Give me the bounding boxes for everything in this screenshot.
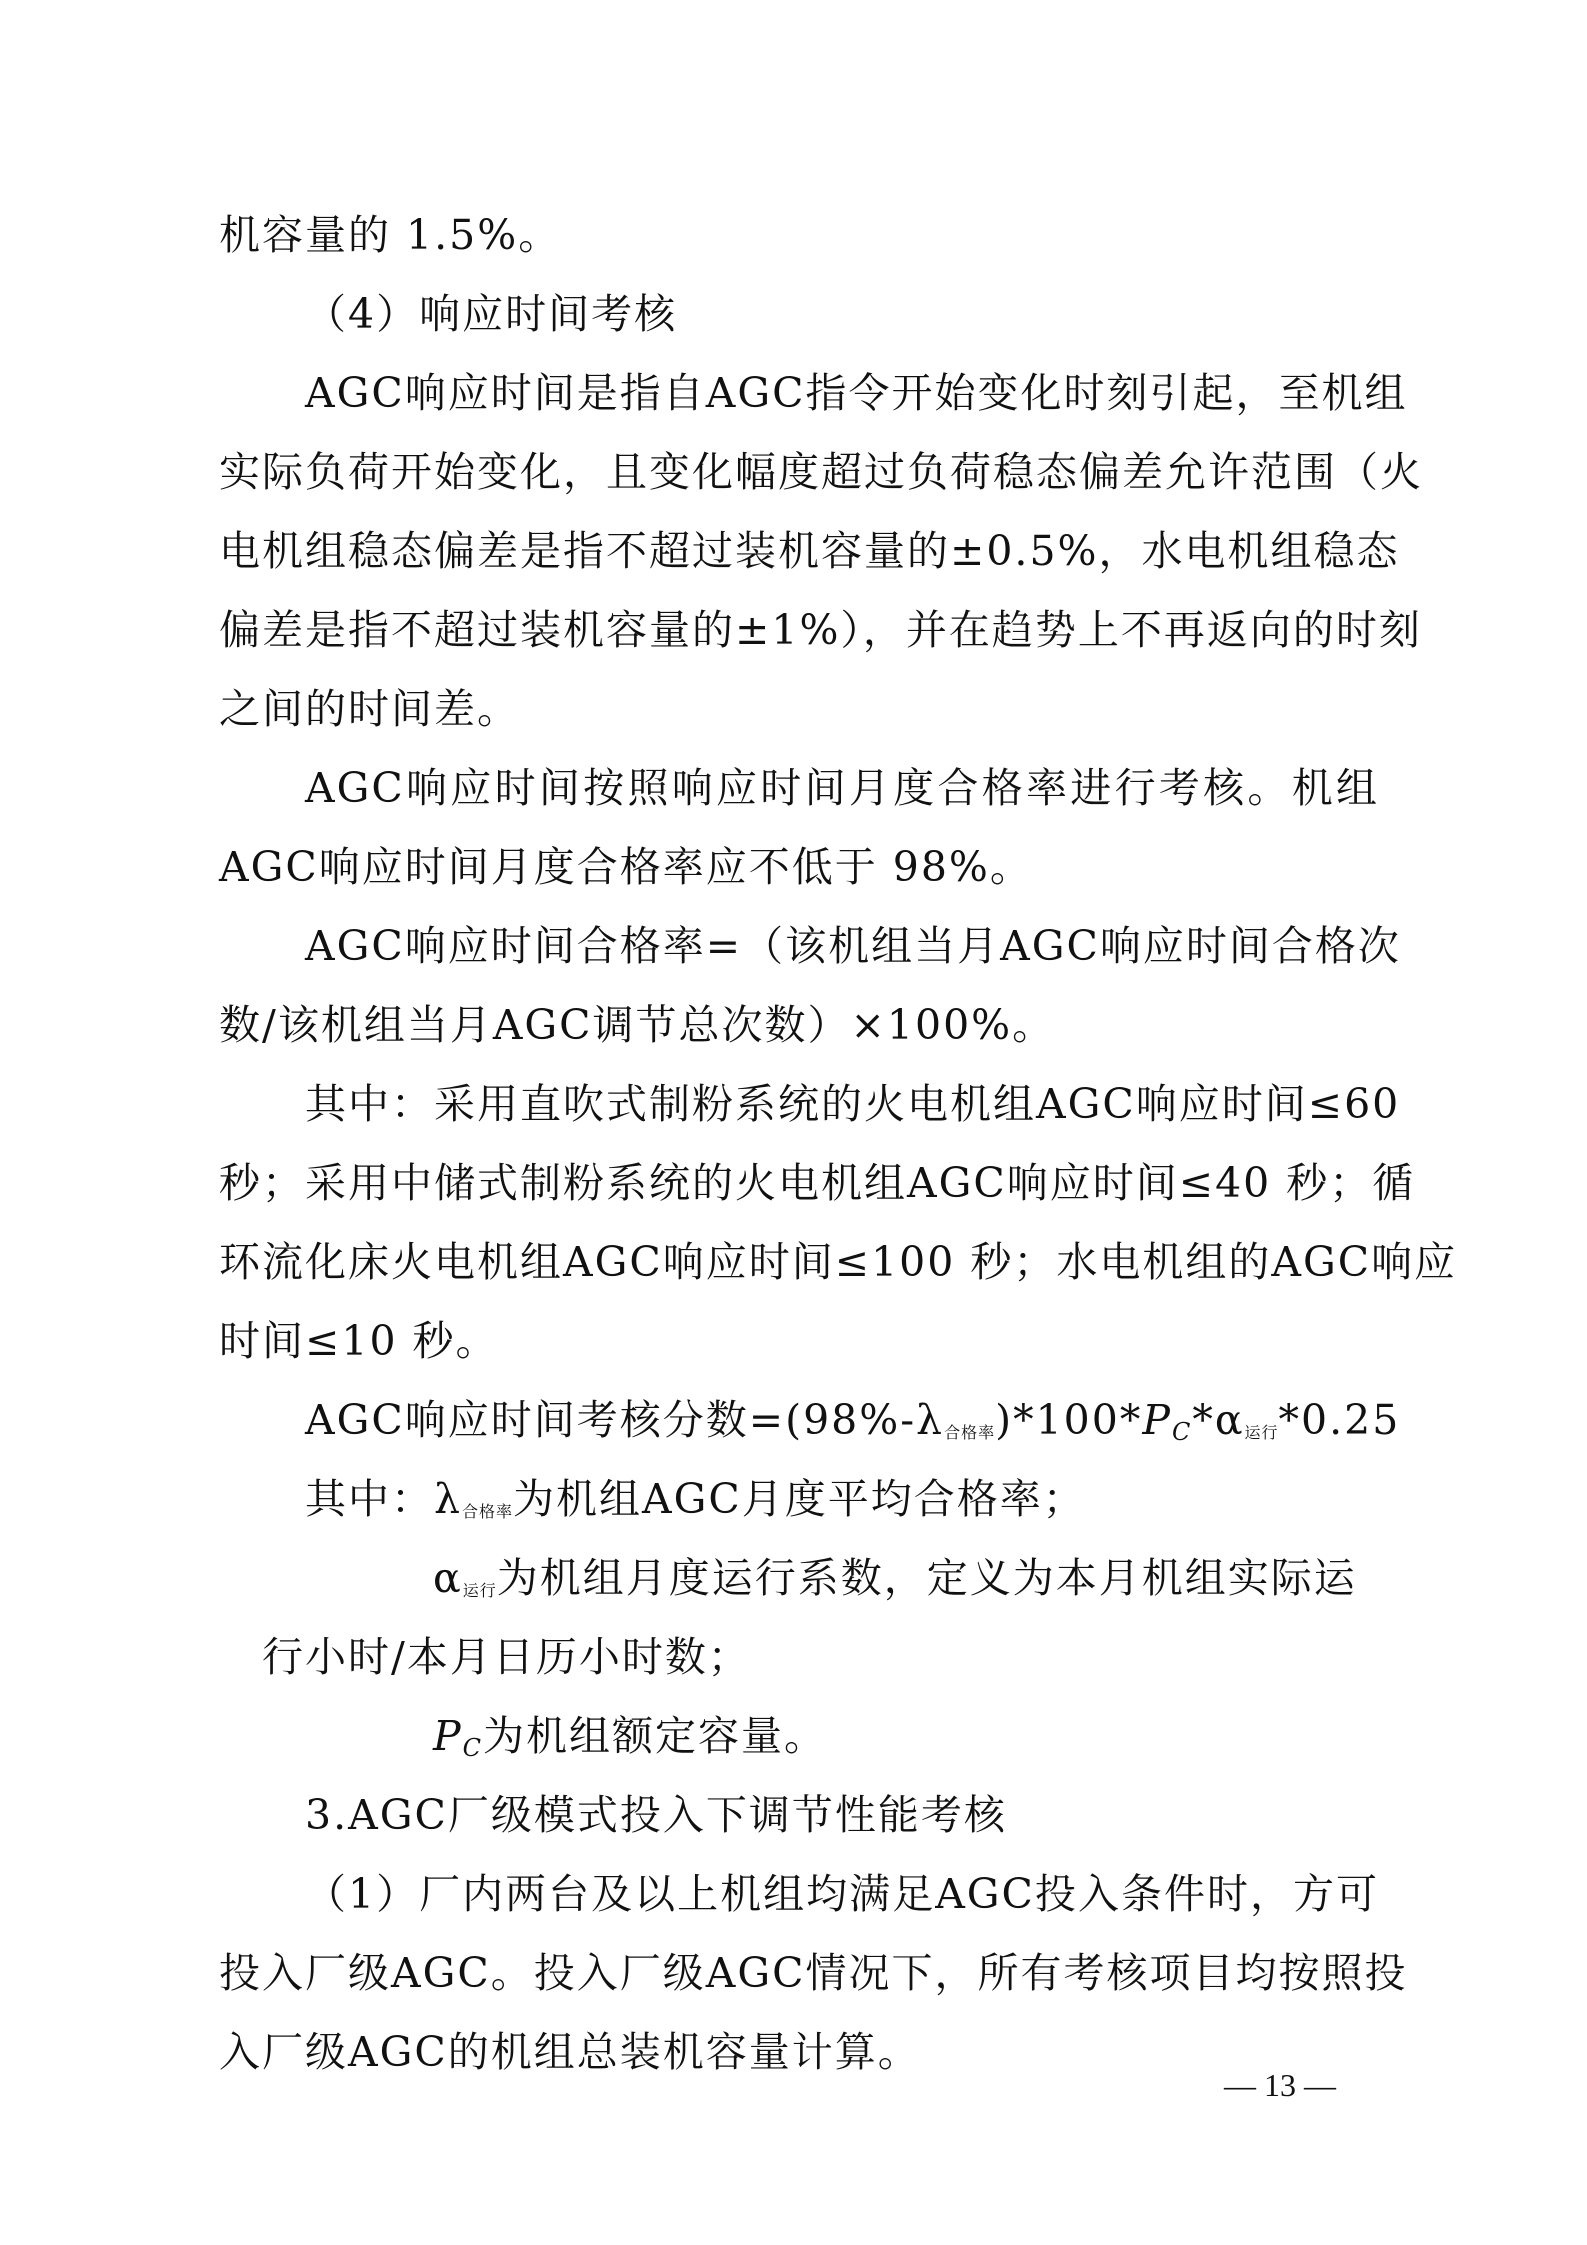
- text-line: 机容量的 1.5%。: [219, 211, 562, 259]
- text-line: 投入厂级AGC。投入厂级AGC情况下，所有考核项目均按照投: [219, 1949, 1408, 1997]
- definition-part: 其中：λ: [305, 1475, 462, 1523]
- text-line: 秒；采用中储式制粉系统的火电机组AGC响应时间≤40 秒；循: [219, 1159, 1416, 1207]
- text-line: 电机组稳态偏差是指不超过装机容量的±0.5%，水电机组稳态: [219, 527, 1400, 575]
- subscript-pass-rate: 合格率: [462, 1502, 514, 1521]
- pc-subscript: C: [1171, 1418, 1193, 1446]
- definition-lambda: [305, 1471, 1379, 1540]
- text-line: 行小时/本月日历小时数；: [262, 1633, 751, 1681]
- text-line: 之间的时间差。: [219, 685, 520, 733]
- definition-part: 为机组AGC月度平均合格率；: [513, 1475, 1086, 1523]
- formula-line: 数/该机组当月AGC调节总次数）×100%。: [219, 1001, 1056, 1049]
- subscript-operation: 运行: [462, 1581, 497, 1600]
- definition-pc: [433, 1708, 1379, 1776]
- pc-symbol: P: [433, 1712, 463, 1760]
- text-line: 时间≤10 秒。: [219, 1317, 499, 1365]
- text-line: AGC响应时间月度合格率应不低于 98%。: [219, 843, 1033, 891]
- score-formula: [305, 1392, 1401, 1461]
- formula-part: *α: [1192, 1396, 1245, 1444]
- definition-alpha: [433, 1550, 1379, 1619]
- text-line: 环流化床火电机组AGC响应时间≤100 秒；水电机组的AGC响应: [219, 1238, 1458, 1286]
- definition-part: α: [433, 1554, 463, 1602]
- subscript-pass-rate: 合格率: [944, 1423, 996, 1442]
- page-number: — 13 —: [1224, 2067, 1336, 2103]
- text-line: 其中：采用直吹式制粉系统的火电机组AGC响应时间≤60: [305, 1080, 1401, 1128]
- text-line: 偏差是指不超过装机容量的±1%），并在趋势上不再返向的时刻: [219, 606, 1422, 654]
- text-line: 入厂级AGC的机组总装机容量计算。: [219, 2028, 921, 2076]
- section-heading: （4）响应时间考核: [305, 290, 678, 338]
- formula-part: )*100*: [995, 1396, 1143, 1444]
- text-line: 实际负荷开始变化，且变化幅度超过负荷稳态偏差允许范围（火: [219, 448, 1423, 496]
- formula-line: AGC响应时间合格率=（该机组当月AGC响应时间合格次: [305, 922, 1401, 970]
- text-line: AGC响应时间是指自AGC指令开始变化时刻引起，至机组: [305, 369, 1408, 417]
- definition-part: 为机组额定容量。: [482, 1712, 827, 1760]
- text-line: （1）厂内两台及以上机组均满足AGC投入条件时，方可: [305, 1870, 1379, 1918]
- formula-part: AGC响应时间考核分数=(98%-λ: [305, 1396, 945, 1444]
- section-heading: 3.AGC厂级模式投入下调节性能考核: [305, 1791, 1007, 1839]
- formula-part: *0.25: [1278, 1396, 1401, 1444]
- pc-symbol: P: [1142, 1396, 1172, 1444]
- pc-subscript: C: [462, 1734, 483, 1762]
- text-line: AGC响应时间按照响应时间月度合格率进行考核。机组: [305, 764, 1379, 812]
- subscript-operation: 运行: [1244, 1423, 1279, 1442]
- definition-part: 为机组月度运行系数，定义为本月机组实际运: [496, 1554, 1357, 1602]
